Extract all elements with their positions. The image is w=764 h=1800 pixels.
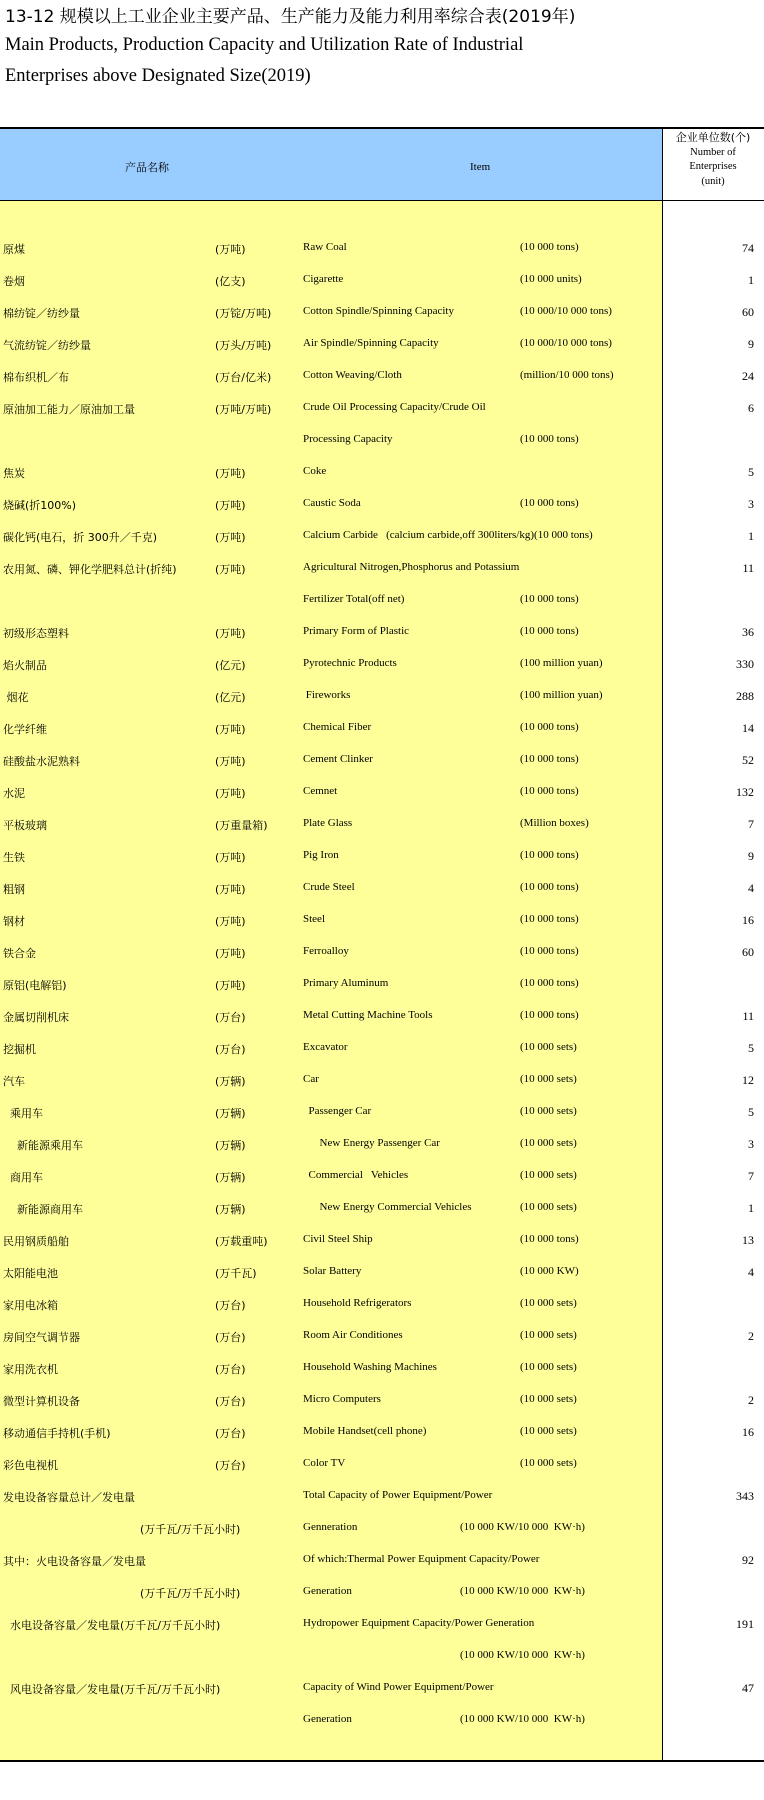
enterprise-count: 24 (742, 369, 754, 383)
item-en: Agricultural Nitrogen,Phosphorus and Potassium (303, 561, 520, 573)
table-row (0, 1576, 764, 1608)
item-unit-en: (10 000 tons) (520, 753, 579, 765)
product-name-cn: 铁合金 (3, 947, 36, 960)
product-unit-cn: (亿元) (215, 691, 246, 704)
product-unit-cn: (万吨) (215, 979, 246, 992)
item-en: Crude Steel (303, 881, 355, 893)
product-name-cn: 焦炭 (3, 467, 25, 480)
table-row (0, 1448, 764, 1480)
item-en: Household Refrigerators (303, 1297, 412, 1309)
product-name-cn: 商用车 (3, 1171, 43, 1184)
item-en: Cemnet (303, 785, 338, 797)
table-row (0, 808, 764, 840)
product-name-cn: 挖掘机 (3, 1043, 36, 1056)
product-name-cn: 平板玻璃 (3, 819, 47, 832)
item-unit-en: (Million boxes) (520, 817, 589, 829)
item-unit-en: (10 000 sets) (520, 1393, 577, 1405)
item-en: Pig Iron (303, 849, 339, 861)
enterprise-count: 52 (742, 753, 754, 767)
table-row (0, 488, 764, 520)
item-unit-en: (10 000 sets) (520, 1073, 577, 1085)
item-en: Genneration (303, 1521, 358, 1533)
item-unit-en: (10 000 sets) (520, 1297, 577, 1309)
table-row (0, 1320, 764, 1352)
item-en: Cotton Spindle/Spinning Capacity (303, 305, 454, 317)
product-unit-cn: (万辆) (215, 1203, 246, 1216)
product-name-cn: 初级形态塑料 (3, 627, 69, 640)
enterprise-count: 132 (736, 785, 754, 799)
enterprise-count: 2 (748, 1393, 754, 1407)
item-en: Processing Capacity (303, 433, 393, 445)
table-row (0, 1096, 764, 1128)
item-en: Room Air Conditiones (303, 1329, 403, 1341)
product-unit-cn: (万吨) (215, 531, 246, 544)
item-unit-en: (10 000/10 000 tons) (520, 305, 612, 317)
item-unit-en: (100 million yuan) (520, 657, 603, 669)
enterprise-count: 1 (748, 529, 754, 543)
product-unit-cn: (万吨) (215, 563, 246, 576)
item-en: Total Capacity of Power Equipment/Power (303, 1489, 493, 1501)
product-unit-cn: (万吨) (215, 627, 246, 640)
header-count-en3: (unit) (701, 175, 725, 187)
product-unit-cn: (万辆) (215, 1171, 246, 1184)
enterprise-count: 3 (748, 1137, 754, 1151)
table-title-en-line2: Enterprises above Designated Size(2019) (5, 66, 311, 86)
item-unit-en: (10 000 tons) (520, 721, 579, 733)
item-unit-en: (10 000 sets) (520, 1201, 577, 1213)
item-en: Primary Form of Plastic (303, 625, 410, 637)
product-name-cn: 其中：火电设备容量／发电量 (3, 1555, 146, 1568)
product-name-cn: 金属切削机床 (3, 1011, 69, 1024)
table-row (0, 680, 764, 712)
item-en: Generation (303, 1585, 352, 1597)
product-name-cn: 硅酸盐水泥熟料 (3, 755, 80, 768)
enterprise-count: 47 (742, 1681, 754, 1695)
item-en: Passenger Car (303, 1105, 372, 1117)
product-name-cn: 棉纺锭／纺纱量 (3, 307, 80, 320)
item-en: Plate Glass (303, 817, 353, 829)
item-en: New Energy Commercial Vehicles (303, 1201, 472, 1213)
enterprise-count: 5 (748, 465, 754, 479)
product-name-cn: 钢材 (3, 915, 25, 928)
item-unit-en: (10 000 tons) (520, 593, 579, 605)
product-unit-cn: (万台) (215, 1043, 246, 1056)
product-name-cn: 气流纺锭／纺纱量 (3, 339, 91, 352)
item-unit-en: (10 000 sets) (520, 1169, 577, 1181)
header-count-en2: Enterprises (689, 161, 737, 172)
item-unit-en: (10 000 sets) (520, 1361, 577, 1373)
product-unit-cn: (万辆) (215, 1107, 246, 1120)
item-en: Mobile Handset(cell phone) (303, 1425, 427, 1437)
header-divider (0, 200, 764, 201)
product-name-cn: 棉布织机／布 (3, 371, 69, 384)
item-unit-en: (10 000 tons) (520, 849, 579, 861)
header-count-cn: 企业单位数(个) (675, 131, 751, 144)
enterprise-count: 3 (748, 497, 754, 511)
enterprise-count: 330 (736, 657, 754, 671)
item-en: Civil Steel Ship (303, 1233, 373, 1245)
item-en: Car (303, 1073, 319, 1085)
item-unit-en: (10 000 KW/10 000 KW·h) (460, 1521, 585, 1533)
product-name-cn: 原油加工能力／原油加工量 (3, 403, 135, 416)
item-unit-en: (10 000 KW/10 000 KW·h) (460, 1649, 585, 1661)
header-enterprise-count (664, 131, 762, 189)
product-name-cn: 水泥 (3, 787, 25, 800)
item-unit-en: (10 000 KW) (520, 1265, 579, 1277)
table-row (0, 1032, 764, 1064)
item-unit-en: (million/10 000 tons) (520, 369, 614, 381)
product-unit-cn: (亿支) (215, 275, 246, 288)
item-unit-en: (10 000 tons) (520, 1233, 579, 1245)
product-unit-cn: (万吨) (215, 755, 246, 768)
item-en: Color TV (303, 1457, 346, 1469)
item-unit-en: (10 000 tons) (520, 785, 579, 797)
item-en: Pyrotechnic Products (303, 657, 397, 669)
product-unit-cn: (万台) (215, 1459, 246, 1472)
product-name-cn: 原煤 (3, 243, 25, 256)
enterprise-count: 11 (742, 561, 754, 575)
product-name-cn: 焰火制品 (3, 659, 47, 672)
product-unit-cn: (万辆) (215, 1139, 246, 1152)
item-unit-en: (10 000 sets) (520, 1425, 577, 1437)
table-row (0, 1288, 764, 1320)
product-unit-cn: (万台) (215, 1331, 246, 1344)
item-unit-en: (10 000 tons) (520, 241, 579, 253)
item-en: Caustic Soda (303, 497, 361, 509)
table-row (0, 552, 764, 584)
enterprise-count: 343 (736, 1489, 754, 1503)
enterprise-count: 5 (748, 1041, 754, 1055)
table-row (0, 232, 764, 264)
enterprise-count: 9 (748, 337, 754, 351)
enterprise-count: 5 (748, 1105, 754, 1119)
product-name-cn: 家用洗衣机 (3, 1363, 58, 1376)
item-en: Excavator (303, 1041, 348, 1053)
item-en: Capacity of Wind Power Equipment/Power (303, 1681, 494, 1693)
table-row (0, 1416, 764, 1448)
enterprise-count: 12 (742, 1073, 754, 1087)
enterprise-count: 16 (742, 913, 754, 927)
table-row (0, 1128, 764, 1160)
table-row (0, 1640, 764, 1672)
product-name-cn: 新能源乘用车 (3, 1139, 83, 1152)
item-unit-en: (10 000 tons) (520, 913, 579, 925)
product-name-cn: 民用钢质船舶 (3, 1235, 69, 1248)
item-en: New Energy Passenger Car (303, 1137, 440, 1149)
table-row (0, 1384, 764, 1416)
item-en: Of which:Thermal Power Equipment Capacity/Power (303, 1553, 540, 1565)
product-unit-cn: (万重量箱) (215, 819, 268, 832)
product-unit-cn: (亿元) (215, 659, 246, 672)
item-unit-en: (10 000 tons) (520, 977, 579, 989)
table-row (0, 1544, 764, 1576)
product-name-cn: 发电设备容量总计／发电量 (3, 1491, 135, 1504)
table-row (0, 1480, 764, 1512)
product-name-cn: 房间空气调节器 (3, 1331, 80, 1344)
enterprise-count: 1 (748, 1201, 754, 1215)
item-en: Hydropower Equipment Capacity/Power Generation (303, 1617, 535, 1629)
product-name-cn: 烧碱(折100%) (3, 499, 77, 512)
product-unit-cn: (万千瓦/万千瓦小时) (140, 1587, 241, 1600)
product-unit-cn: (万吨) (215, 947, 246, 960)
item-en: Cigarette (303, 273, 344, 285)
product-name-cn: 太阳能电池 (3, 1267, 58, 1280)
product-name-cn: 风电设备容量／发电量(万千瓦/万千瓦小时) (3, 1683, 221, 1696)
item-unit-en: (10 000 tons) (520, 497, 579, 509)
product-unit-cn: (万台) (215, 1427, 246, 1440)
table-row (0, 1000, 764, 1032)
table-row (0, 360, 764, 392)
enterprise-count: 6 (748, 401, 754, 415)
item-en: Cement Clinker (303, 753, 373, 765)
header-product-name: 产品名称 (125, 161, 169, 174)
product-name-cn: 农用氮、磷、钾化学肥料总计(折纯) (3, 563, 177, 576)
item-en: Ferroalloy (303, 945, 349, 957)
table-row (0, 1064, 764, 1096)
product-unit-cn: (万头/万吨) (215, 339, 272, 352)
enterprise-count: 4 (748, 1265, 754, 1279)
product-name-cn: 乘用车 (3, 1107, 43, 1120)
product-unit-cn: (万吨) (215, 787, 246, 800)
title-block (5, 4, 755, 92)
enterprise-count: 60 (742, 945, 754, 959)
table-row (0, 744, 764, 776)
enterprise-count: 92 (742, 1553, 754, 1567)
item-unit-en: (10 000 units) (520, 273, 582, 285)
item-en: Raw Coal (303, 241, 347, 253)
product-name-cn: 彩色电视机 (3, 1459, 58, 1472)
table-row (0, 712, 764, 744)
product-unit-cn: (万千瓦/万千瓦小时) (140, 1523, 241, 1536)
product-unit-cn: (万吨/万吨) (215, 403, 272, 416)
product-unit-cn: (万吨) (215, 883, 246, 896)
table-row (0, 1256, 764, 1288)
table-row (0, 1608, 764, 1640)
product-name-cn: 微型计算机设备 (3, 1395, 80, 1408)
table-title-cn: 13-12 规模以上工业企业主要产品、生产能力及能力利用率综合表(2019年) (5, 7, 576, 27)
item-unit-en: (10 000 tons) (520, 625, 579, 637)
table-body (0, 232, 764, 1736)
enterprise-count: 36 (742, 625, 754, 639)
enterprise-count: 16 (742, 1425, 754, 1439)
table-row (0, 1704, 764, 1736)
table-row (0, 936, 764, 968)
item-en: Solar Battery (303, 1265, 362, 1277)
table-row (0, 264, 764, 296)
item-unit-en: (10 000 tons) (520, 1009, 579, 1021)
product-name-cn: 汽车 (3, 1075, 25, 1088)
item-en: Commercial Vehicles (303, 1169, 409, 1181)
item-unit-en: (10 000 tons) (520, 945, 579, 957)
enterprise-count: 60 (742, 305, 754, 319)
product-name-cn: 烟花 (3, 691, 29, 704)
item-en: Air Spindle/Spinning Capacity (303, 337, 439, 349)
item-en: Cotton Weaving/Cloth (303, 369, 402, 381)
product-name-cn: 卷烟 (3, 275, 25, 288)
product-name-cn: 水电设备容量／发电量(万千瓦/万千瓦小时) (3, 1619, 221, 1632)
product-name-cn: 新能源商用车 (3, 1203, 83, 1216)
product-unit-cn: (万台) (215, 1011, 246, 1024)
product-unit-cn: (万吨) (215, 243, 246, 256)
item-unit-en: (10 000 KW/10 000 KW·h) (460, 1713, 585, 1725)
product-unit-cn: (万千瓦) (215, 1267, 257, 1280)
enterprise-count: 11 (742, 1009, 754, 1023)
header-band (0, 129, 662, 201)
item-en: Micro Computers (303, 1393, 381, 1405)
item-en: Crude Oil Processing Capacity/Crude Oil (303, 401, 486, 413)
table-row (0, 840, 764, 872)
table-row (0, 584, 764, 616)
data-table (0, 127, 764, 1762)
table-title-en-line1: Main Products, Production Capacity and Utilization Rate of Industrial (5, 35, 524, 55)
table-row (0, 456, 764, 488)
product-unit-cn: (万吨) (215, 723, 246, 736)
item-unit-en: (10 000 tons) (520, 881, 579, 893)
product-name-cn: 原铝(电解铝) (3, 979, 67, 992)
table-row (0, 520, 764, 552)
item-unit-en: (10 000 KW/10 000 KW·h) (460, 1585, 585, 1597)
enterprise-count: 2 (748, 1329, 754, 1343)
item-unit-en: (10 000 sets) (520, 1105, 577, 1117)
enterprise-count: 9 (748, 849, 754, 863)
product-name-cn: 生铁 (3, 851, 25, 864)
product-unit-cn: (万台/亿米) (215, 371, 272, 384)
table-row (0, 1224, 764, 1256)
enterprise-count: 1 (748, 273, 754, 287)
table-row (0, 648, 764, 680)
table-row (0, 1352, 764, 1384)
table-row (0, 872, 764, 904)
header-item: Item (470, 161, 491, 173)
enterprise-count: 7 (748, 817, 754, 831)
enterprise-count: 288 (736, 689, 754, 703)
item-unit-en: (10 000/10 000 tons) (520, 337, 612, 349)
product-unit-cn: (万台) (215, 1363, 246, 1376)
item-en: Fertilizer Total(off net) (303, 593, 405, 605)
item-unit-en: (10 000 sets) (520, 1457, 577, 1469)
item-en: Household Washing Machines (303, 1361, 437, 1373)
enterprise-count: 13 (742, 1233, 754, 1247)
item-unit-en: (10 000 sets) (520, 1041, 577, 1053)
table-row (0, 1512, 764, 1544)
product-name-cn: 碳化钙(电石，折 300升／千克) (3, 531, 158, 544)
product-unit-cn: (万吨) (215, 915, 246, 928)
table-row (0, 968, 764, 1000)
item-en: Chemical Fiber (303, 721, 372, 733)
item-en: Primary Aluminum (303, 977, 389, 989)
table-row (0, 776, 764, 808)
product-unit-cn: (万台) (215, 1395, 246, 1408)
enterprise-count: 14 (742, 721, 754, 735)
item-en: Fireworks (303, 689, 351, 701)
item-en: Steel (303, 913, 325, 925)
product-unit-cn: (万辆) (215, 1075, 246, 1088)
item-en: Metal Cutting Machine Tools (303, 1009, 433, 1021)
enterprise-count: 74 (742, 241, 754, 255)
table-row (0, 296, 764, 328)
product-name-cn: 移动通信手持机(手机) (3, 1427, 111, 1440)
item-unit-en: (100 million yuan) (520, 689, 603, 701)
product-unit-cn: (万吨) (215, 467, 246, 480)
product-unit-cn: (万吨) (215, 499, 246, 512)
enterprise-count: 191 (736, 1617, 754, 1631)
item-unit-en: (10 000 sets) (520, 1329, 577, 1341)
item-en: Generation (303, 1713, 352, 1725)
table-row (0, 1672, 764, 1704)
product-name-cn: 粗钢 (3, 883, 25, 896)
header-count-en1: Number of (690, 146, 736, 158)
product-name-cn: 化学纤维 (3, 723, 47, 736)
table-row (0, 328, 764, 360)
table-row (0, 424, 764, 456)
table-row (0, 1160, 764, 1192)
table-row (0, 392, 764, 424)
enterprise-count: 7 (748, 1169, 754, 1183)
item-unit-en: (10 000 sets) (520, 1137, 577, 1149)
product-unit-cn: (万锭/万吨) (215, 307, 272, 320)
item-en: Calcium Carbide (calcium carbide,off 300liters/kg)(10 000 tons) (303, 529, 593, 541)
table-row (0, 616, 764, 648)
product-unit-cn: (万载重吨) (215, 1235, 268, 1248)
enterprise-count: 4 (748, 881, 754, 895)
product-unit-cn: (万台) (215, 1299, 246, 1312)
product-unit-cn: (万吨) (215, 851, 246, 864)
item-unit-en: (10 000 tons) (520, 433, 579, 445)
table-row (0, 904, 764, 936)
product-name-cn: 家用电冰箱 (3, 1299, 58, 1312)
item-en: Coke (303, 465, 327, 477)
table-row (0, 1192, 764, 1224)
